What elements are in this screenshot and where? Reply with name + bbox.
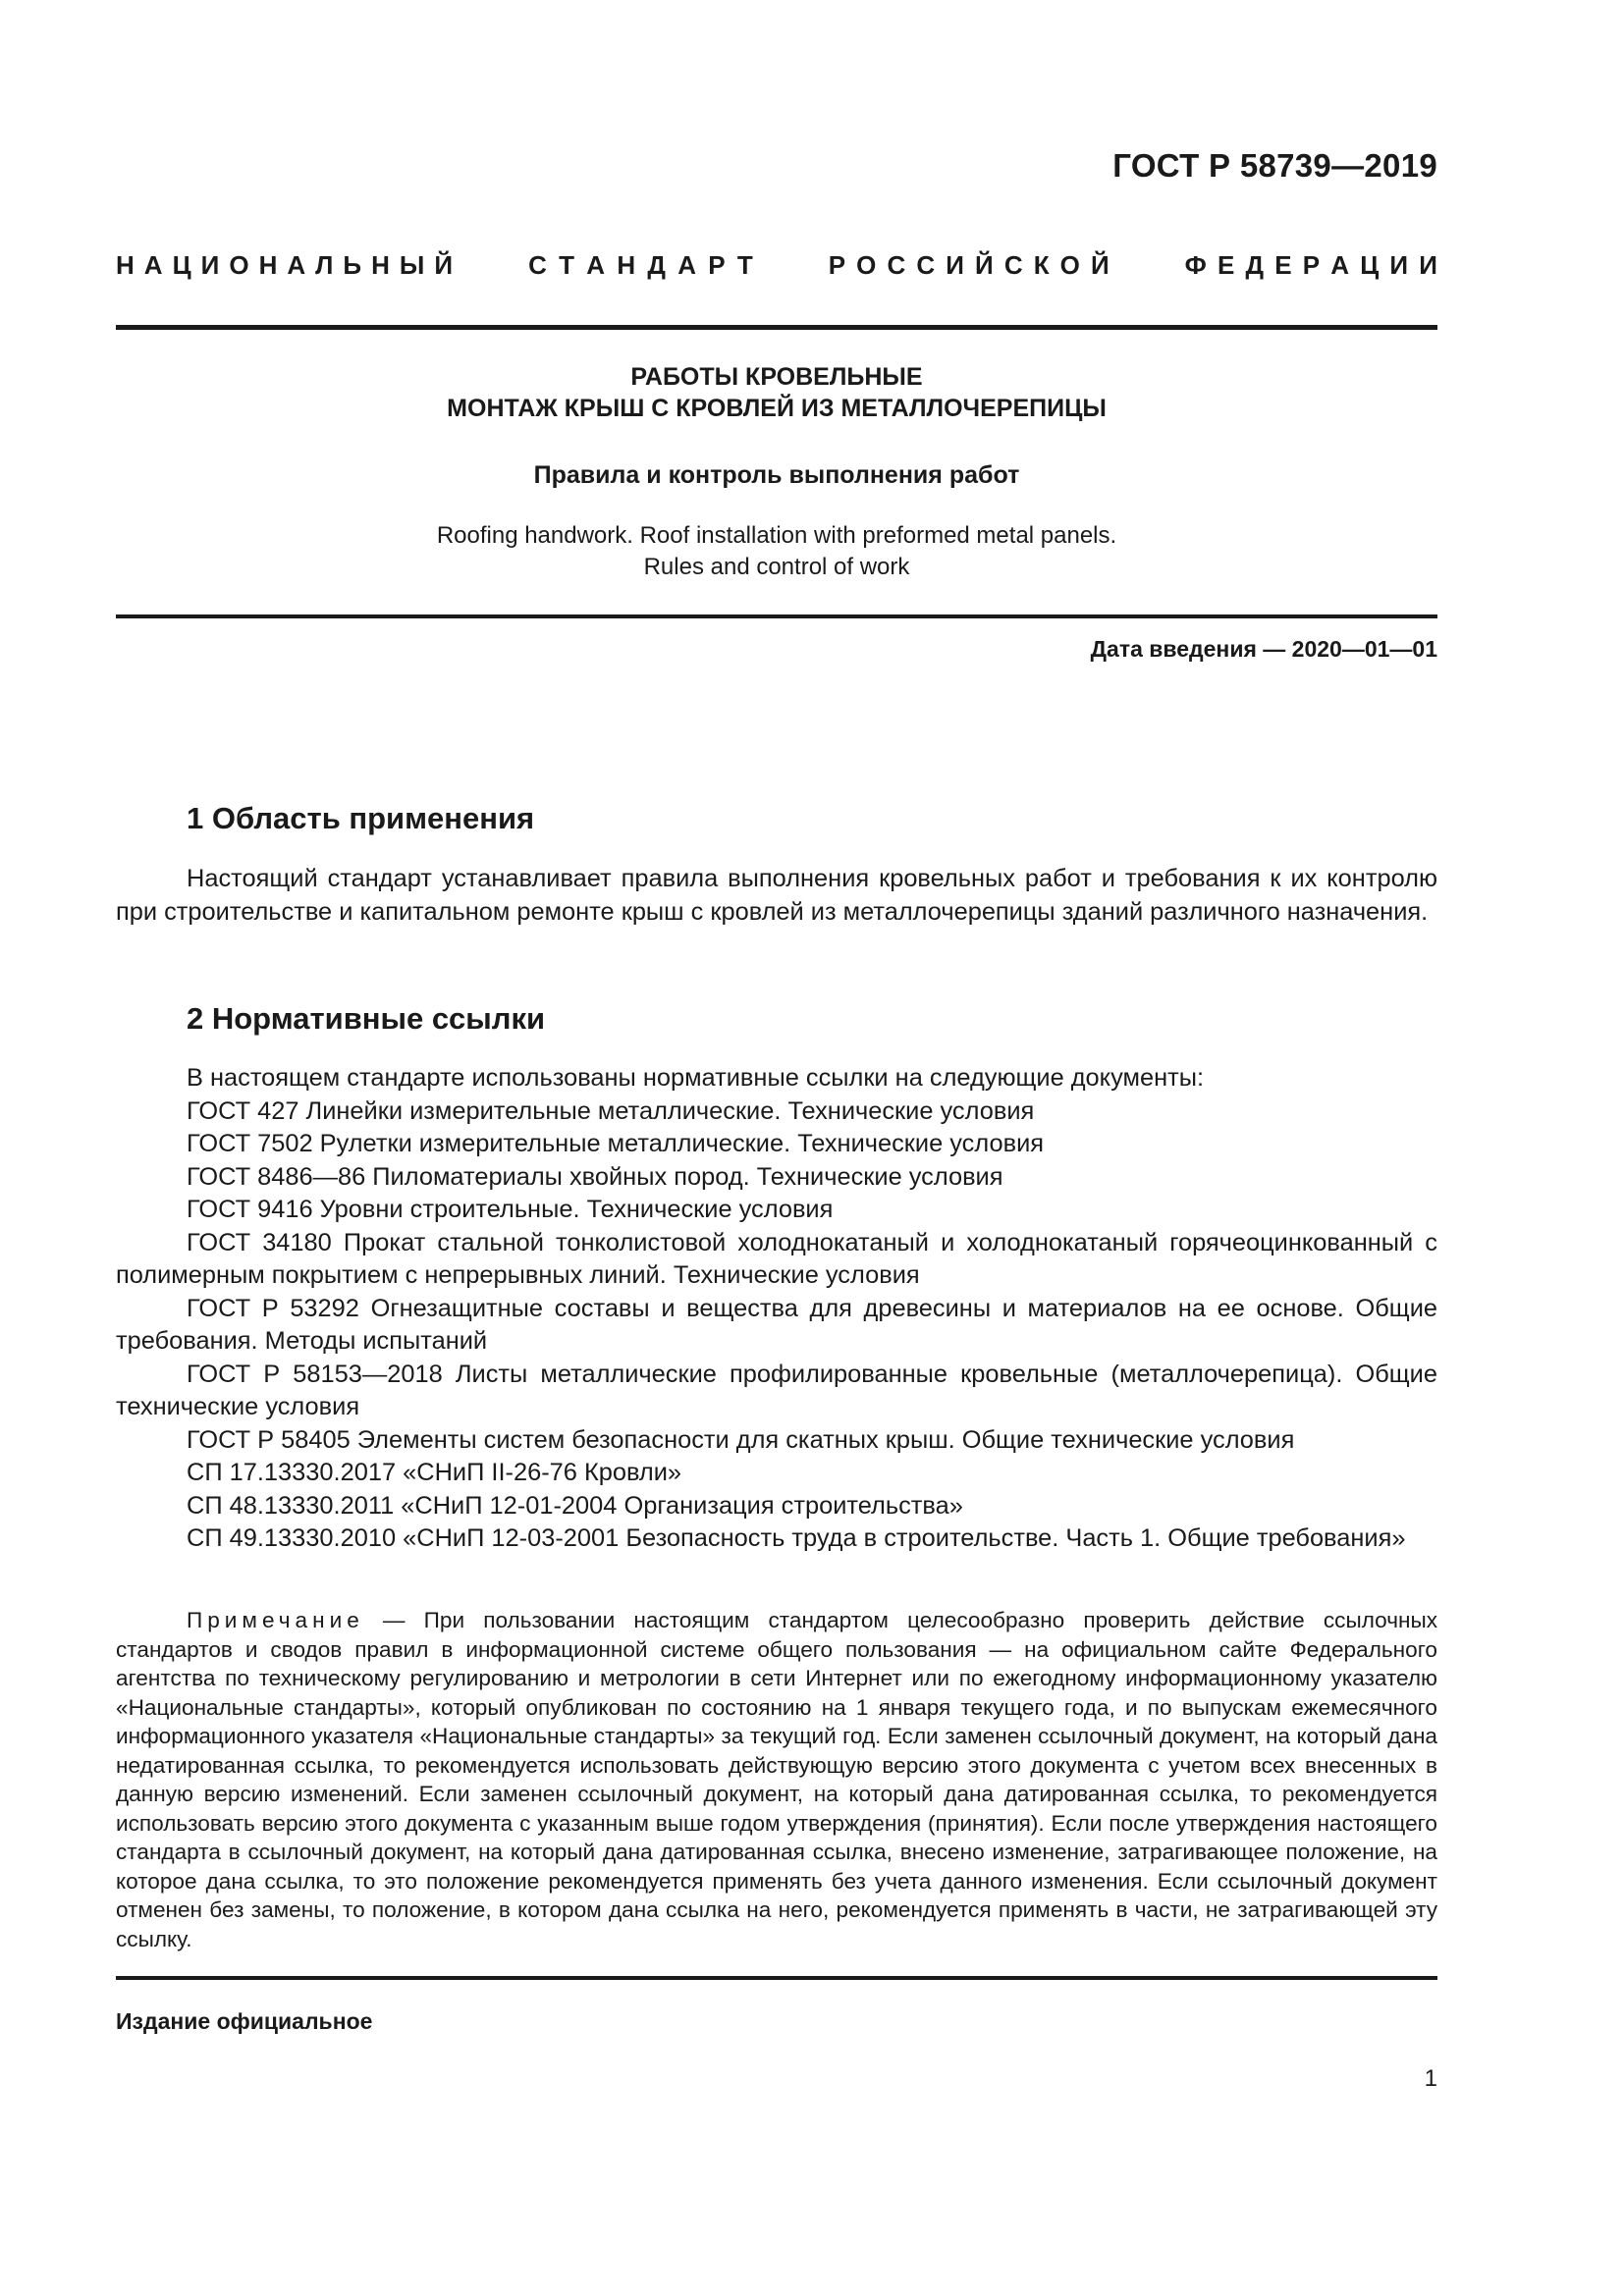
list-item: В настоящем стандарте использованы нормативные ссылки на следующие документы: <box>187 1064 1205 1092</box>
references-note <box>116 1606 1437 1953</box>
note-label: Примечание <box>187 1608 364 1632</box>
top-divider <box>116 325 1437 330</box>
document-subtitle: Правила и контроль выполнения работ <box>533 461 1020 489</box>
banner-word: Ф Е Д Е Р А Ц И И <box>1184 250 1437 280</box>
title-line-1: РАБОТЫ КРОВЕЛЬНЫЕ <box>630 363 923 391</box>
introduction-date: Дата введения — 2020—01—01 <box>1090 636 1437 662</box>
list-item: ГОСТ 8486—86 Пиломатериалы хвойных пород. Технические условия <box>187 1162 1003 1191</box>
section-1-paragraph <box>116 863 1437 929</box>
section-1-text: Настоящий стандарт устанавливает правила выполнения кровельных работ и требования к их контролю при строительстве и капитальном ремонте крыш с кровлей из металлочерепицы зданий различного назначения. <box>116 865 1437 926</box>
list-item: ГОСТ 9416 Уровни строительные. Технические условия <box>187 1196 834 1223</box>
banner-word: Р О С С И Й С К О Й <box>828 250 1110 280</box>
list-item: ГОСТ 427 Линейки измерительные металлические. Технические условия <box>187 1096 1035 1125</box>
list-item: СП 49.13330.2010 «СНиП 12-03-2001 Безопасность труда в строительстве. Часть 1. Общие требования» <box>187 1524 1406 1552</box>
title-divider <box>116 614 1437 618</box>
banner-word: С Т А Н Д А Р Т <box>528 250 753 280</box>
list-item: ГОСТ Р 58153—2018 Листы металлические профилированные кровельные (металлочерепица). Общие технические условия <box>116 1360 1437 1420</box>
list-item: СП 17.13330.2017 «СНиП II-26-76 Кровли» <box>187 1459 682 1486</box>
document-title <box>116 361 1437 424</box>
english-title <box>116 520 1437 583</box>
official-edition-label: Издание официальное <box>116 2008 373 2034</box>
list-item: ГОСТ 34180 Прокат стальной тонколистовой холоднокатаный и холоднокатаный горячеоцинкованный с полимерным покрытием с непрерывных линий. Технические условия <box>116 1228 1437 1289</box>
list-item: ГОСТ Р 53292 Огнезащитные составы и вещества для древесины и материалов на ее основе. Общие требования. Методы испытаний <box>116 1294 1437 1355</box>
section-2-heading: 2 Нормативные ссылки <box>187 1001 546 1036</box>
title-line-2: МОНТАЖ КРЫШ С КРОВЛЕЙ ИЗ МЕТАЛЛОЧЕРЕПИЦЫ <box>447 395 1107 422</box>
list-item: ГОСТ Р 58405 Элементы систем безопасности для скатных крыш. Общие технические условия <box>187 1425 1295 1454</box>
gost-code: ГОСТ Р 58739—2019 <box>1112 147 1437 184</box>
english-title-line-2: Rules and control of work <box>643 554 910 580</box>
footer-divider <box>116 1976 1437 1980</box>
banner-word: Н А Ц И О Н А Л Ь Н Ы Й <box>116 250 454 280</box>
list-item: ГОСТ 7502 Рулетки измерительные металлические. Технические условия <box>187 1130 1045 1157</box>
section-1-heading: 1 Область применения <box>187 801 535 835</box>
normative-references-list <box>116 1062 1437 1556</box>
english-title-line-1: Roofing handwork. Roof installation with preformed metal panels. <box>436 522 1117 549</box>
page-number: 1 <box>1424 2065 1437 2092</box>
list-item: СП 48.13330.2011 «СНиП 12-01-2004 Организация строительства» <box>187 1491 963 1520</box>
national-standard-banner <box>116 250 1437 281</box>
note-text: — При пользовании настоящим стандартом целесообразно проверить действие ссылочных стандартов и сводов правил в информационной системе общего пользования — на официальном сайте Федерального агентства по техническому регулированию и метрологии в сети Интернет или по ежегодному информационному указателю «Национальные стандарты», который опубликован по состоянию на 1 января текущего года, и по выпускам ежемесячного информационного указателя «Национальные стандарты» за текущий год. Если заменен ссылочный документ, на который дана недатированная ссылка, то рекомендуется использовать действующую версию этого документа с учетом всех внесенных в данную версию изменений. Если заменен ссылочный документ, на который дана датированная ссылка, то рекомендуется использовать версию этого документа с указанным выше годом утверждения (принятия). Если после утверждения настоящего стандарта в ссылочный документ, на который дана датированная ссылка, внесено изменение, затрагивающее положение, на которое дана ссылка, то это положение рекомендуется применять без учета данного изменения. Если ссылочный документ отменен без замены, то положение, в котором дана ссылка на него, рекомендуется применять в части, не затрагивающей эту ссылку. <box>116 1608 1437 1951</box>
